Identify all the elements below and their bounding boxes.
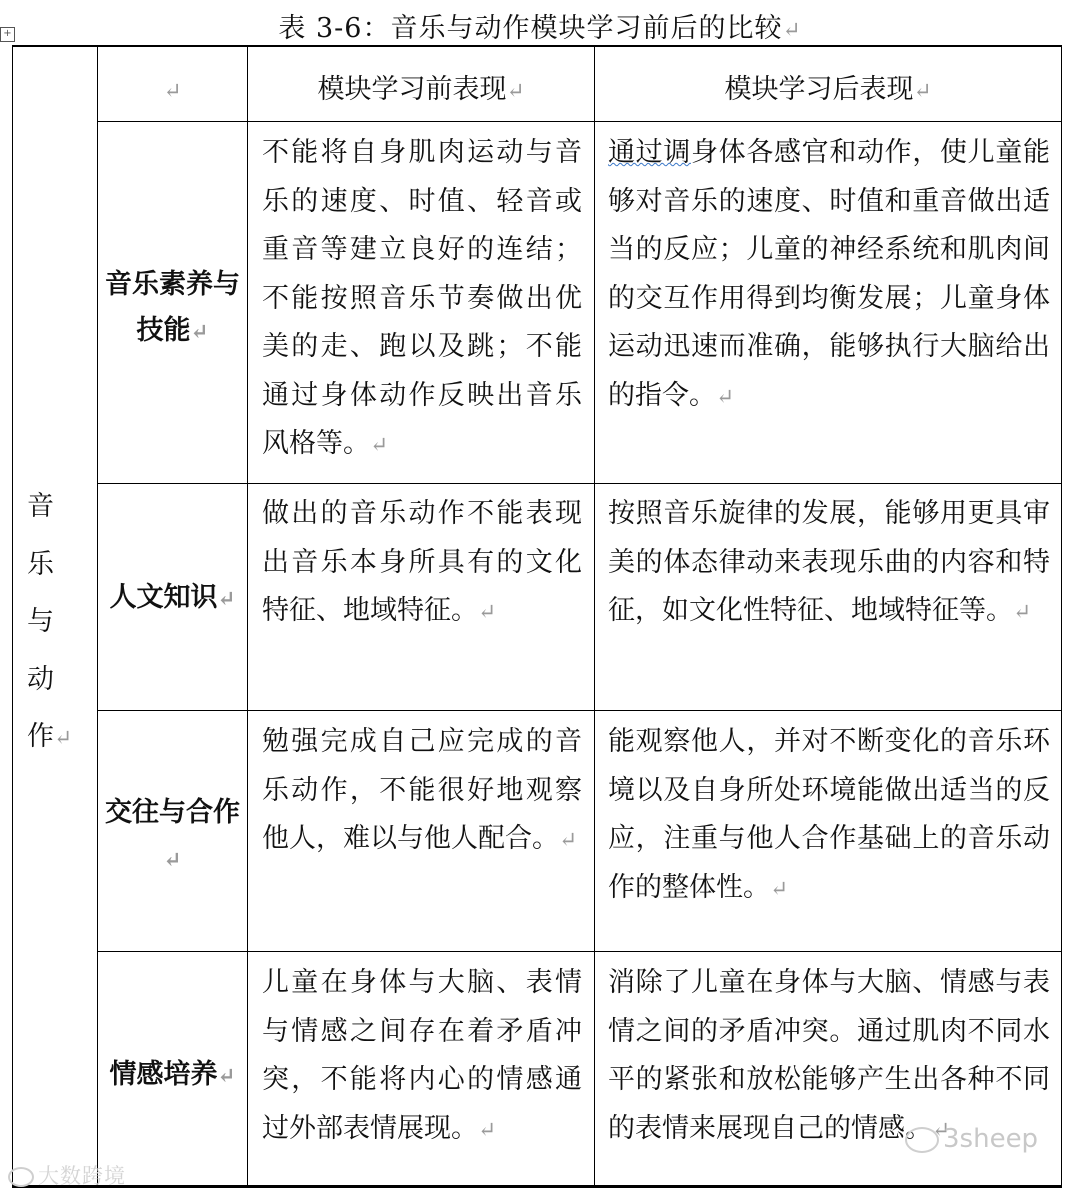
row-label-music-skill: 音乐素养与技能↵ bbox=[105, 269, 240, 346]
paragraph-mark: ↵ bbox=[1013, 600, 1032, 625]
paragraph-mark: ↵ bbox=[370, 433, 389, 458]
paragraph-mark: ↵ bbox=[932, 1117, 951, 1143]
table-border-right bbox=[1061, 45, 1062, 1187]
row-label-cooperation: 交往与合作↵ bbox=[105, 797, 240, 873]
row-label-emotion: 情感培养↵ bbox=[109, 1059, 236, 1090]
row-humanities-before: 做出的音乐动作不能表现出音乐本身所具有的文化特征、地域特征。↵ bbox=[262, 498, 582, 626]
row-label-humanities: 人文知识↵ bbox=[109, 582, 236, 613]
row-divider-1 bbox=[97, 483, 1062, 484]
paragraph-mark: ↵ bbox=[217, 1064, 236, 1089]
category-cell bbox=[27, 478, 82, 768]
paragraph-mark: ↵ bbox=[163, 79, 182, 104]
category-char: 动 bbox=[27, 663, 54, 695]
paragraph-mark: ↵ bbox=[782, 18, 802, 43]
table-title: 表 3-6：音乐与动作模块学习前后的比较↵ bbox=[278, 13, 802, 44]
header-row-divider bbox=[97, 121, 1062, 122]
header-before: 模块学习前表现↵ bbox=[317, 74, 525, 105]
category-char: 音 bbox=[27, 491, 54, 522]
row-cooperation-before: 勉强完成自己应完成的音乐动作，不能很好地观察他人，难以与他人配合。↵ bbox=[262, 726, 582, 854]
row-divider-3 bbox=[97, 951, 1062, 952]
row-humanities-after: 按照音乐旋律的发展，能够用更具审美的体态律动来表现乐曲的内容和特征，如文化性特征、地域特征等。↵ bbox=[608, 498, 1050, 626]
paragraph-mark: ↵ bbox=[163, 848, 182, 873]
paragraph-mark: ↵ bbox=[217, 587, 236, 612]
before-column-divider bbox=[594, 45, 595, 1187]
row-divider-2 bbox=[97, 710, 1062, 711]
category-char: 乐 bbox=[27, 548, 54, 580]
chat-bubble-icon bbox=[8, 1167, 34, 1187]
watermark-left: 大数跨境 bbox=[8, 1160, 126, 1190]
row-emotion-after: 消除了儿童在身体与大脑、情感与表情之间的矛盾冲突。通过肌肉不同水平的紧张和放松能够产生出各种不同的表情来展现自己的情感。↵ bbox=[608, 967, 1050, 1144]
category-char: 作↵ bbox=[27, 721, 73, 752]
category-column-divider bbox=[97, 45, 98, 1187]
table-move-handle-icon[interactable]: + bbox=[0, 27, 15, 42]
paragraph-mark: ↵ bbox=[716, 384, 735, 410]
wechat-icon bbox=[905, 1127, 939, 1153]
paragraph-mark: ↵ bbox=[478, 1117, 497, 1143]
paragraph-mark: ↵ bbox=[913, 79, 932, 104]
header-empty-cell bbox=[100, 68, 245, 114]
paragraph-mark: ↵ bbox=[506, 79, 525, 104]
row-emotion-before: 儿童在身体与大脑、表情与情感之间存在着矛盾冲突，不能将内心的情感通过外部表情展现。↵ bbox=[262, 967, 582, 1144]
spellcheck-underline: 通过调 bbox=[608, 137, 691, 168]
table-border-top bbox=[12, 45, 1062, 47]
row-music-skill-after: 通过调身体各感官和动作，使儿童能够对音乐的速度、时值和重音做出适当的反应；儿童的神经系统和肌肉间的交互作用得到均衡发展；儿童身体运动迅速而准确，能够执行大脑给出的指令。↵ bbox=[608, 137, 1050, 411]
paragraph-mark: ↵ bbox=[54, 726, 73, 751]
paragraph-mark: ↵ bbox=[770, 876, 789, 902]
row-cooperation-after: 能观察他人，并对不断变化的音乐环境以及自身所处环境能做出适当的反应，注重与他人合作基础上的音乐动作的整体性。↵ bbox=[608, 726, 1050, 903]
category-char: 与 bbox=[27, 606, 54, 637]
watermark-right: 3sheep bbox=[905, 1124, 1038, 1154]
header-after: 模块学习后表现↵ bbox=[724, 74, 932, 105]
paragraph-mark: ↵ bbox=[478, 600, 497, 625]
table-border-left bbox=[12, 45, 13, 1187]
label-column-divider bbox=[247, 45, 248, 1187]
paragraph-mark: ↵ bbox=[190, 320, 209, 345]
paragraph-mark: ↵ bbox=[559, 828, 578, 853]
table-border-bottom bbox=[12, 1185, 1062, 1188]
row-music-skill-before: 不能将自身肌肉运动与音乐的速度、时值、轻音或重音等建立良好的连结；不能按照音乐节奏做出优美的走、跑以及跳；不能通过身体动作反映出音乐风格等。↵ bbox=[262, 137, 582, 459]
